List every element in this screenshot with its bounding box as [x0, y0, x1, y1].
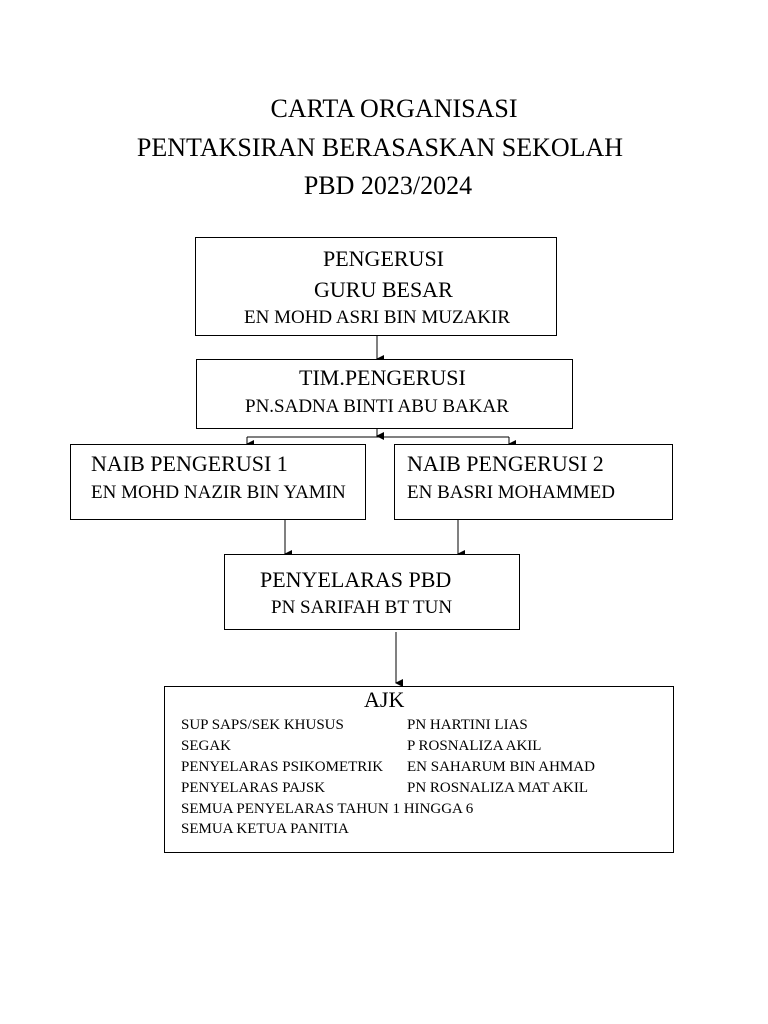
vice-chairman-2-box: [394, 444, 673, 520]
coordinator-role: PENYELARAS PBD: [260, 567, 452, 592]
deputy-chairman-box: [196, 359, 573, 429]
vice-chairman-1-name: EN MOHD NAZIR BIN YAMIN: [91, 482, 346, 503]
committee-heading: AJK: [364, 687, 405, 712]
deputy-chairman-name: PN.SADNA BINTI ABU BAKAR: [245, 396, 509, 417]
committee-member-4: PN ROSNALIZA MAT AKIL: [407, 780, 588, 796]
committee-role-1: SUP SAPS/SEK KHUSUS: [181, 717, 344, 733]
chart-title-line-1: CARTA ORGANISASI: [270, 94, 518, 123]
chart-title-line-2: PENTAKSIRAN BERASASKAN SEKOLAH: [136, 133, 624, 162]
committee-note-2: SEMUA KETUA PANITIA: [181, 821, 349, 837]
committee-box: [164, 686, 674, 853]
committee-role-2: SEGAK: [181, 738, 232, 754]
committee-note-1: SEMUA PENYELARAS TAHUN 1 HINGGA 6: [181, 801, 474, 817]
chairman-position: GURU BESAR: [314, 277, 453, 302]
chairman-box: [195, 237, 557, 336]
coordinator-name: PN SARIFAH BT TUN: [271, 597, 453, 618]
committee-member-3: EN SAHARUM BIN AHMAD: [407, 759, 595, 775]
committee-member-2: P ROSNALIZA AKIL: [407, 738, 542, 754]
vice-chairman-2-role: NAIB PENGERUSI 2: [407, 451, 604, 476]
vice-chairman-1-box: [70, 444, 366, 520]
deputy-chairman-role: TIM.PENGERUSI: [299, 365, 466, 390]
committee-member-1: PN HARTINI LIAS: [407, 717, 528, 733]
chart-title-line-3: PBD 2023/2024: [303, 171, 473, 200]
chairman-name: EN MOHD ASRI BIN MUZAKIR: [244, 307, 511, 328]
committee-role-4: PENYELARAS PAJSK: [181, 780, 326, 796]
vice-chairman-1-role: NAIB PENGERUSI 1: [91, 451, 288, 476]
coordinator-box: [224, 554, 520, 630]
committee-role-3: PENYELARAS PSIKOMETRIK: [181, 759, 384, 775]
chairman-role: PENGERUSI: [323, 246, 445, 271]
vice-chairman-2-name: EN BASRI MOHAMMED: [407, 482, 615, 503]
